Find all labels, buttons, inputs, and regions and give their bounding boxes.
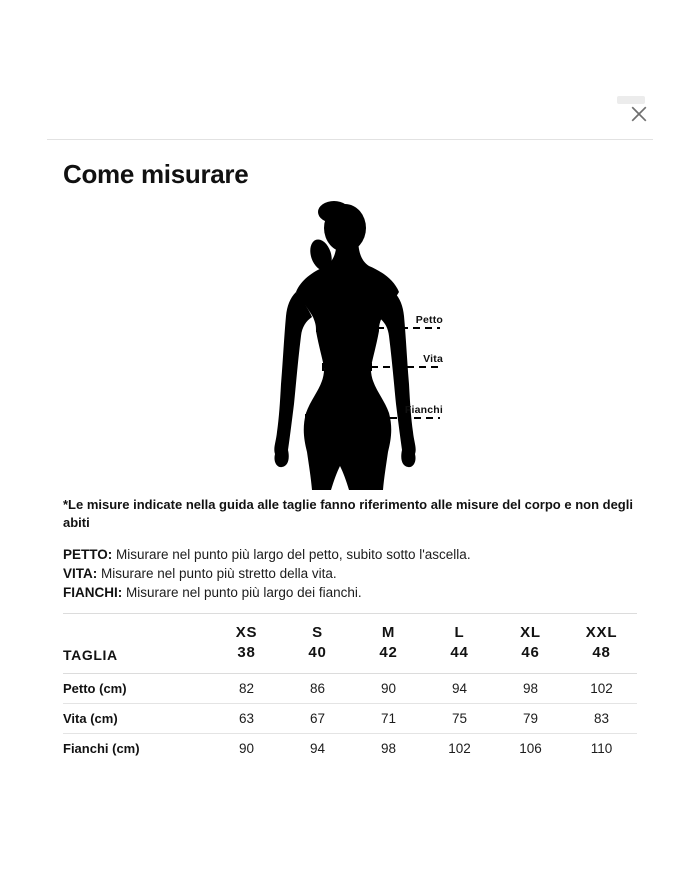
petto-label: Petto xyxy=(415,314,443,326)
size-value-cell: 98 xyxy=(380,741,397,756)
size-value-cell: 90 xyxy=(238,741,255,756)
table-row xyxy=(63,704,637,734)
instruction-petto-label: PETTO: xyxy=(63,547,113,562)
fianchi-label: Fianchi xyxy=(404,404,443,416)
size-value-cell: 79 xyxy=(522,711,539,726)
size-table-header-row xyxy=(63,614,637,674)
size-column-header-xl: XL 46 xyxy=(520,624,541,661)
table-row xyxy=(63,734,637,764)
vita-label: Vita xyxy=(423,353,443,365)
size-value-cell: 102 xyxy=(448,741,471,756)
measurement-figure xyxy=(250,198,470,490)
modal-header xyxy=(47,0,653,140)
size-value-cell: 82 xyxy=(238,681,255,696)
size-table-body xyxy=(63,674,637,764)
size-value-cell: 71 xyxy=(380,711,397,726)
size-value-cell: 86 xyxy=(309,681,326,696)
size-value-cell: 67 xyxy=(309,711,326,726)
row-label: Petto (cm) xyxy=(63,681,127,696)
instruction-petto-text: Misurare nel punto più largo del petto, subito sotto l'ascella. xyxy=(116,547,471,562)
instruction-vita-label: VITA: xyxy=(63,566,98,581)
close-button[interactable] xyxy=(627,102,651,126)
page-title: Come misurare xyxy=(63,159,249,189)
silhouette-body xyxy=(274,201,415,490)
size-column-header-m: M 42 xyxy=(379,624,398,661)
instruction-fianchi xyxy=(63,583,637,602)
row-label: Fianchi (cm) xyxy=(63,741,140,756)
size-value-cell: 75 xyxy=(451,711,468,726)
size-value-cell: 102 xyxy=(590,681,613,696)
size-value-cell: 90 xyxy=(380,681,397,696)
size-value-cell: 63 xyxy=(238,711,255,726)
taglia-header: TAGLIA xyxy=(63,647,118,663)
measure-instructions xyxy=(63,545,637,602)
size-table xyxy=(63,613,637,763)
table-row xyxy=(63,674,637,704)
size-value-cell: 94 xyxy=(309,741,326,756)
size-column-header-xs: XS 38 xyxy=(235,624,258,661)
size-column-header-xxl: XXL 48 xyxy=(585,624,618,661)
size-column-header-s: S 40 xyxy=(308,624,327,661)
instruction-vita xyxy=(63,564,637,583)
size-value-cell: 110 xyxy=(590,741,613,756)
size-value-cell: 106 xyxy=(519,741,542,756)
size-value-cell: 98 xyxy=(522,681,539,696)
instruction-vita-text: Misurare nel punto più stretto della vita. xyxy=(101,566,337,581)
instruction-petto xyxy=(63,545,637,564)
row-label: Vita (cm) xyxy=(63,711,118,726)
size-value-cell: 83 xyxy=(593,711,610,726)
torso-and-legs xyxy=(296,234,399,490)
female-silhouette xyxy=(250,198,470,490)
close-icon xyxy=(629,104,649,124)
instruction-fianchi-label: FIANCHI: xyxy=(63,585,123,600)
measurement-note: *Le misure indicate nella guida alle taglie fanno riferimento alle misure del corpo e non degli abiti xyxy=(63,497,633,530)
size-value-cell: 94 xyxy=(451,681,468,696)
instruction-fianchi-text: Misurare nel punto più largo dei fianchi. xyxy=(126,585,362,600)
modal-content xyxy=(0,158,700,763)
size-column-header-l: L 44 xyxy=(450,624,469,661)
